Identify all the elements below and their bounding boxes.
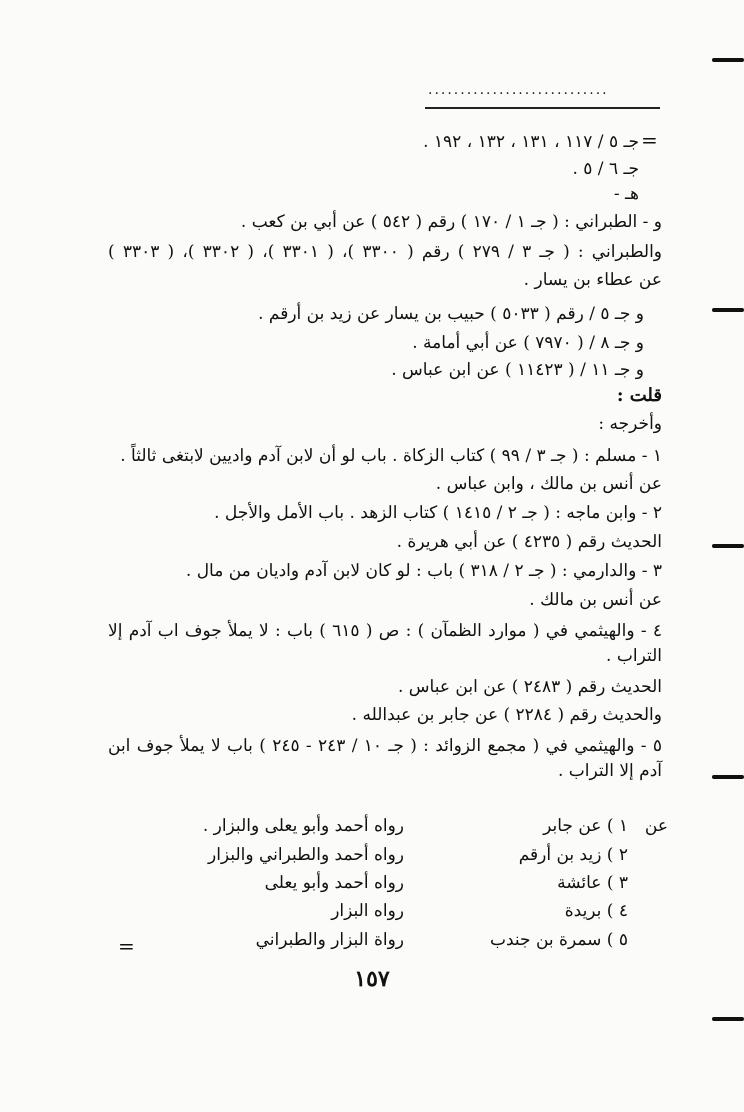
text-line: ٥ - والهيثمي في ( مجمع الزوائد : ( جـ ١٠ / ٢٤٣ - ٢٤٥ ) باب لا يملأ جوف ابن xyxy=(108,736,662,756)
text-line: عن أنس بن مالك ، وابن عباس . xyxy=(435,474,662,494)
text-line: و جـ ٥ / رقم ( ٥٠٣٣ ) حبيب بن يسار عن زيد بن أرقم . xyxy=(258,304,644,324)
narration-source: رواه البزار xyxy=(331,901,404,921)
text-line: والحديث رقم ( ٢٢٨٤ ) عن جابر بن عبدالله . xyxy=(351,705,662,725)
margin-tick xyxy=(712,58,744,62)
text-line: آدم إلا التراب . xyxy=(558,761,662,781)
text-line: و جـ ١١ / ( ١١٤٢٣ ) عن ابن عباس . xyxy=(391,360,644,380)
text-line: ٤ - والهيثمي في ( موارد الظمآن ) : ص ( ٦١٥ ) باب : لا يملأ جوف اب آدم إلا xyxy=(108,621,662,641)
narrator-name: ٥ ) سمرة بن جندب xyxy=(490,930,628,950)
text-line: جـ ٥ / ١١٧ ، ١٣١ ، ١٣٢ ، ١٩٢ . xyxy=(423,132,639,152)
text-line: الحديث رقم ( ٤٢٣٥ ) عن أبي هريرة . xyxy=(396,532,662,552)
narrator-name: ٤ ) بريدة xyxy=(564,901,628,921)
section-heading: قلت : xyxy=(616,385,662,406)
text-line: و جـ ٨ / ( ٧٩٧٠ ) عن أبي أمامة . xyxy=(412,333,644,353)
narration-source: رواة البزار والطبراني xyxy=(255,930,404,950)
text-line: وأخرجه : xyxy=(598,414,662,434)
text-line: ٣ - والدارمي : ( جـ ٢ / ٣١٨ ) باب : لو كان لابن آدم واديان من مال . xyxy=(185,561,662,581)
text-line: الحديث رقم ( ٢٤٨٣ ) عن ابن عباس . xyxy=(398,677,662,697)
narrator-name: ٣ ) عائشة xyxy=(557,873,628,893)
narration-source: رواه أحمد وأبو يعلى xyxy=(264,873,404,893)
narration-source: رواه أحمد والطبراني والبزار xyxy=(208,845,404,865)
text-line: هـ - xyxy=(613,184,639,204)
text-line: جـ ٦ / ٥ . xyxy=(572,159,639,179)
continuation-mark: = xyxy=(118,934,135,958)
margin-tick xyxy=(712,775,744,779)
text-line: عن عطاء بن يسار . xyxy=(523,270,662,290)
text-line: عن أنس بن مالك . xyxy=(529,590,662,610)
narrator-name: ١ ) عن جابر xyxy=(543,816,628,836)
table-label: عن xyxy=(644,816,668,836)
header-rule xyxy=(425,107,660,109)
page-number: ١٥٧ xyxy=(354,966,390,992)
narration-source: رواه أحمد وأبو يعلى والبزار . xyxy=(202,816,404,836)
margin-tick xyxy=(712,308,744,312)
text-line: التراب . xyxy=(606,646,662,666)
text-line: ١ - مسلم : ( جـ ٣ / ٩٩ ) كتاب الزكاة . باب لو أن لابن آدم واديين لابتغى ثالثاً . xyxy=(120,446,662,466)
text-line: و - الطبراني : ( جـ ١ / ١٧٠ ) رقم ( ٥٤٢ ) عن أبي بن كعب . xyxy=(240,212,662,232)
margin-tick xyxy=(712,1017,744,1021)
header-dots: ............................ xyxy=(428,82,609,98)
narrator-name: ٢ ) زيد بن أرقم xyxy=(518,845,628,865)
margin-tick xyxy=(712,544,744,548)
continuation-mark: = xyxy=(641,128,658,152)
text-line: ٢ - وابن ماجه : ( جـ ٢ / ١٤١٥ ) كتاب الزهد . باب الأمل والأجل . xyxy=(214,503,662,523)
text-line: والطبراني : ( جـ ٣ / ٢٧٩ ) رقم ( ٣٣٠٠ )، ( ٣٣٠١ )، ( ٣٣٠٢ )، ( ٣٣٠٣ ) xyxy=(108,242,663,262)
